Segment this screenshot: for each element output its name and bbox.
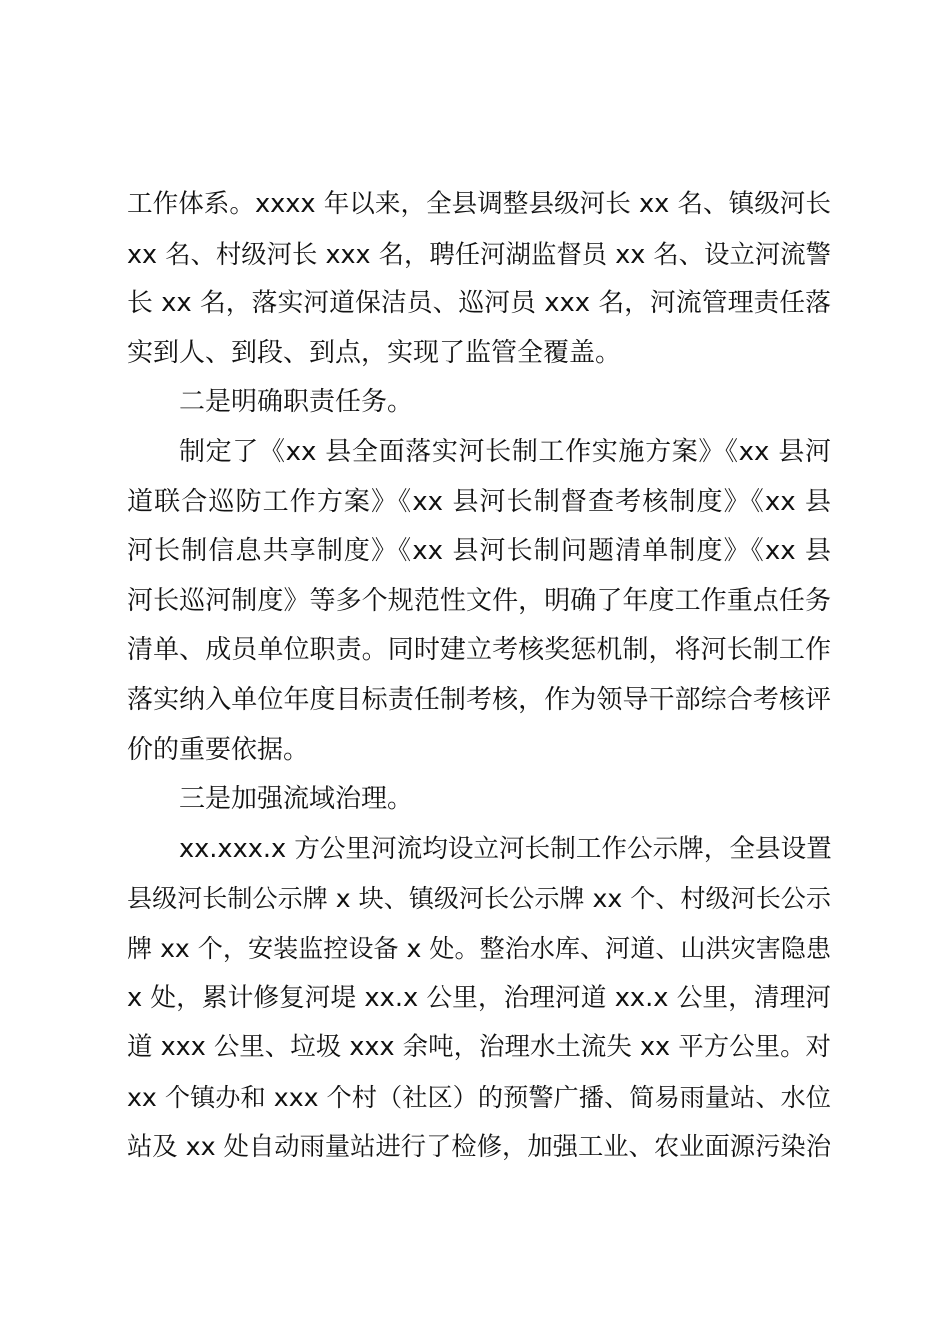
text-line: 道联合巡防工作方案》《xx 县河长制督查考核制度》《xx 县 xyxy=(127,486,831,517)
text-line: 道 xxx 公里、垃圾 xxx 余吨，治理水土流失 xx 平方公里。对 xyxy=(127,1032,831,1063)
text-line: 河长巡河制度》等多个规范性文件，明确了年度工作重点任务 xyxy=(127,585,831,616)
text-line: x 处，累计修复河堤 xx.x 公里，治理河道 xx.x 公里，清理河 xyxy=(127,982,831,1013)
section-heading: 二是明确职责任务。 xyxy=(179,387,414,418)
text-line: xx 名、村级河长 xxx 名，聘任河湖监督员 xx 名、设立河流警 xyxy=(127,238,831,269)
text-line: xx.xxx.x 方公里河流均设立河长制工作公示牌，全县设置 xyxy=(179,833,832,864)
paragraph-work-system xyxy=(127,180,831,378)
text-line: 价的重要依据。 xyxy=(127,734,310,765)
section-heading: 三是加强流域治理。 xyxy=(179,784,414,815)
heading-basin-governance xyxy=(127,775,831,825)
text-line: 实到人、到段、到点，实现了监管全覆盖。 xyxy=(127,337,622,368)
document-body xyxy=(127,180,831,1172)
text-line: 县级河长制公示牌 x 块、镇级河长公示牌 xx 个、村级河长公示 xyxy=(127,884,831,914)
heading-clarify-duties xyxy=(127,378,831,428)
text-line: 牌 xx 个，安装监控设备 x 处。整治水库、河道、山洪灾害隐患 xyxy=(127,933,831,963)
text-line: 河长制信息共享制度》《xx 县河长制问题清单制度》《xx 县 xyxy=(127,536,831,567)
text-line: 制定了《xx 县全面落实河长制工作实施方案》《xx 县河 xyxy=(179,436,831,467)
text-line: 站及 xx 处自动雨量站进行了检修，加强工业、农业面源污染治 xyxy=(127,1132,831,1162)
text-line: 工作体系。xxxx 年以来，全县调整县级河长 xx 名、镇级河长 xyxy=(127,189,831,219)
text-line: xx 个镇办和 xxx 个村（社区）的预警广播、简易雨量站、水位 xyxy=(127,1082,831,1112)
paragraph-governance xyxy=(127,825,831,1172)
text-line: 落实纳入单位年度目标责任制考核，作为领导干部综合考核评 xyxy=(127,684,831,715)
paragraph-duties xyxy=(127,428,831,775)
text-line: 长 xx 名，落实河道保洁员、巡河员 xxx 名，河流管理责任落 xyxy=(127,288,831,319)
text-line: 清单、成员单位职责。同时建立考核奖惩机制，将河长制工作 xyxy=(127,635,831,666)
